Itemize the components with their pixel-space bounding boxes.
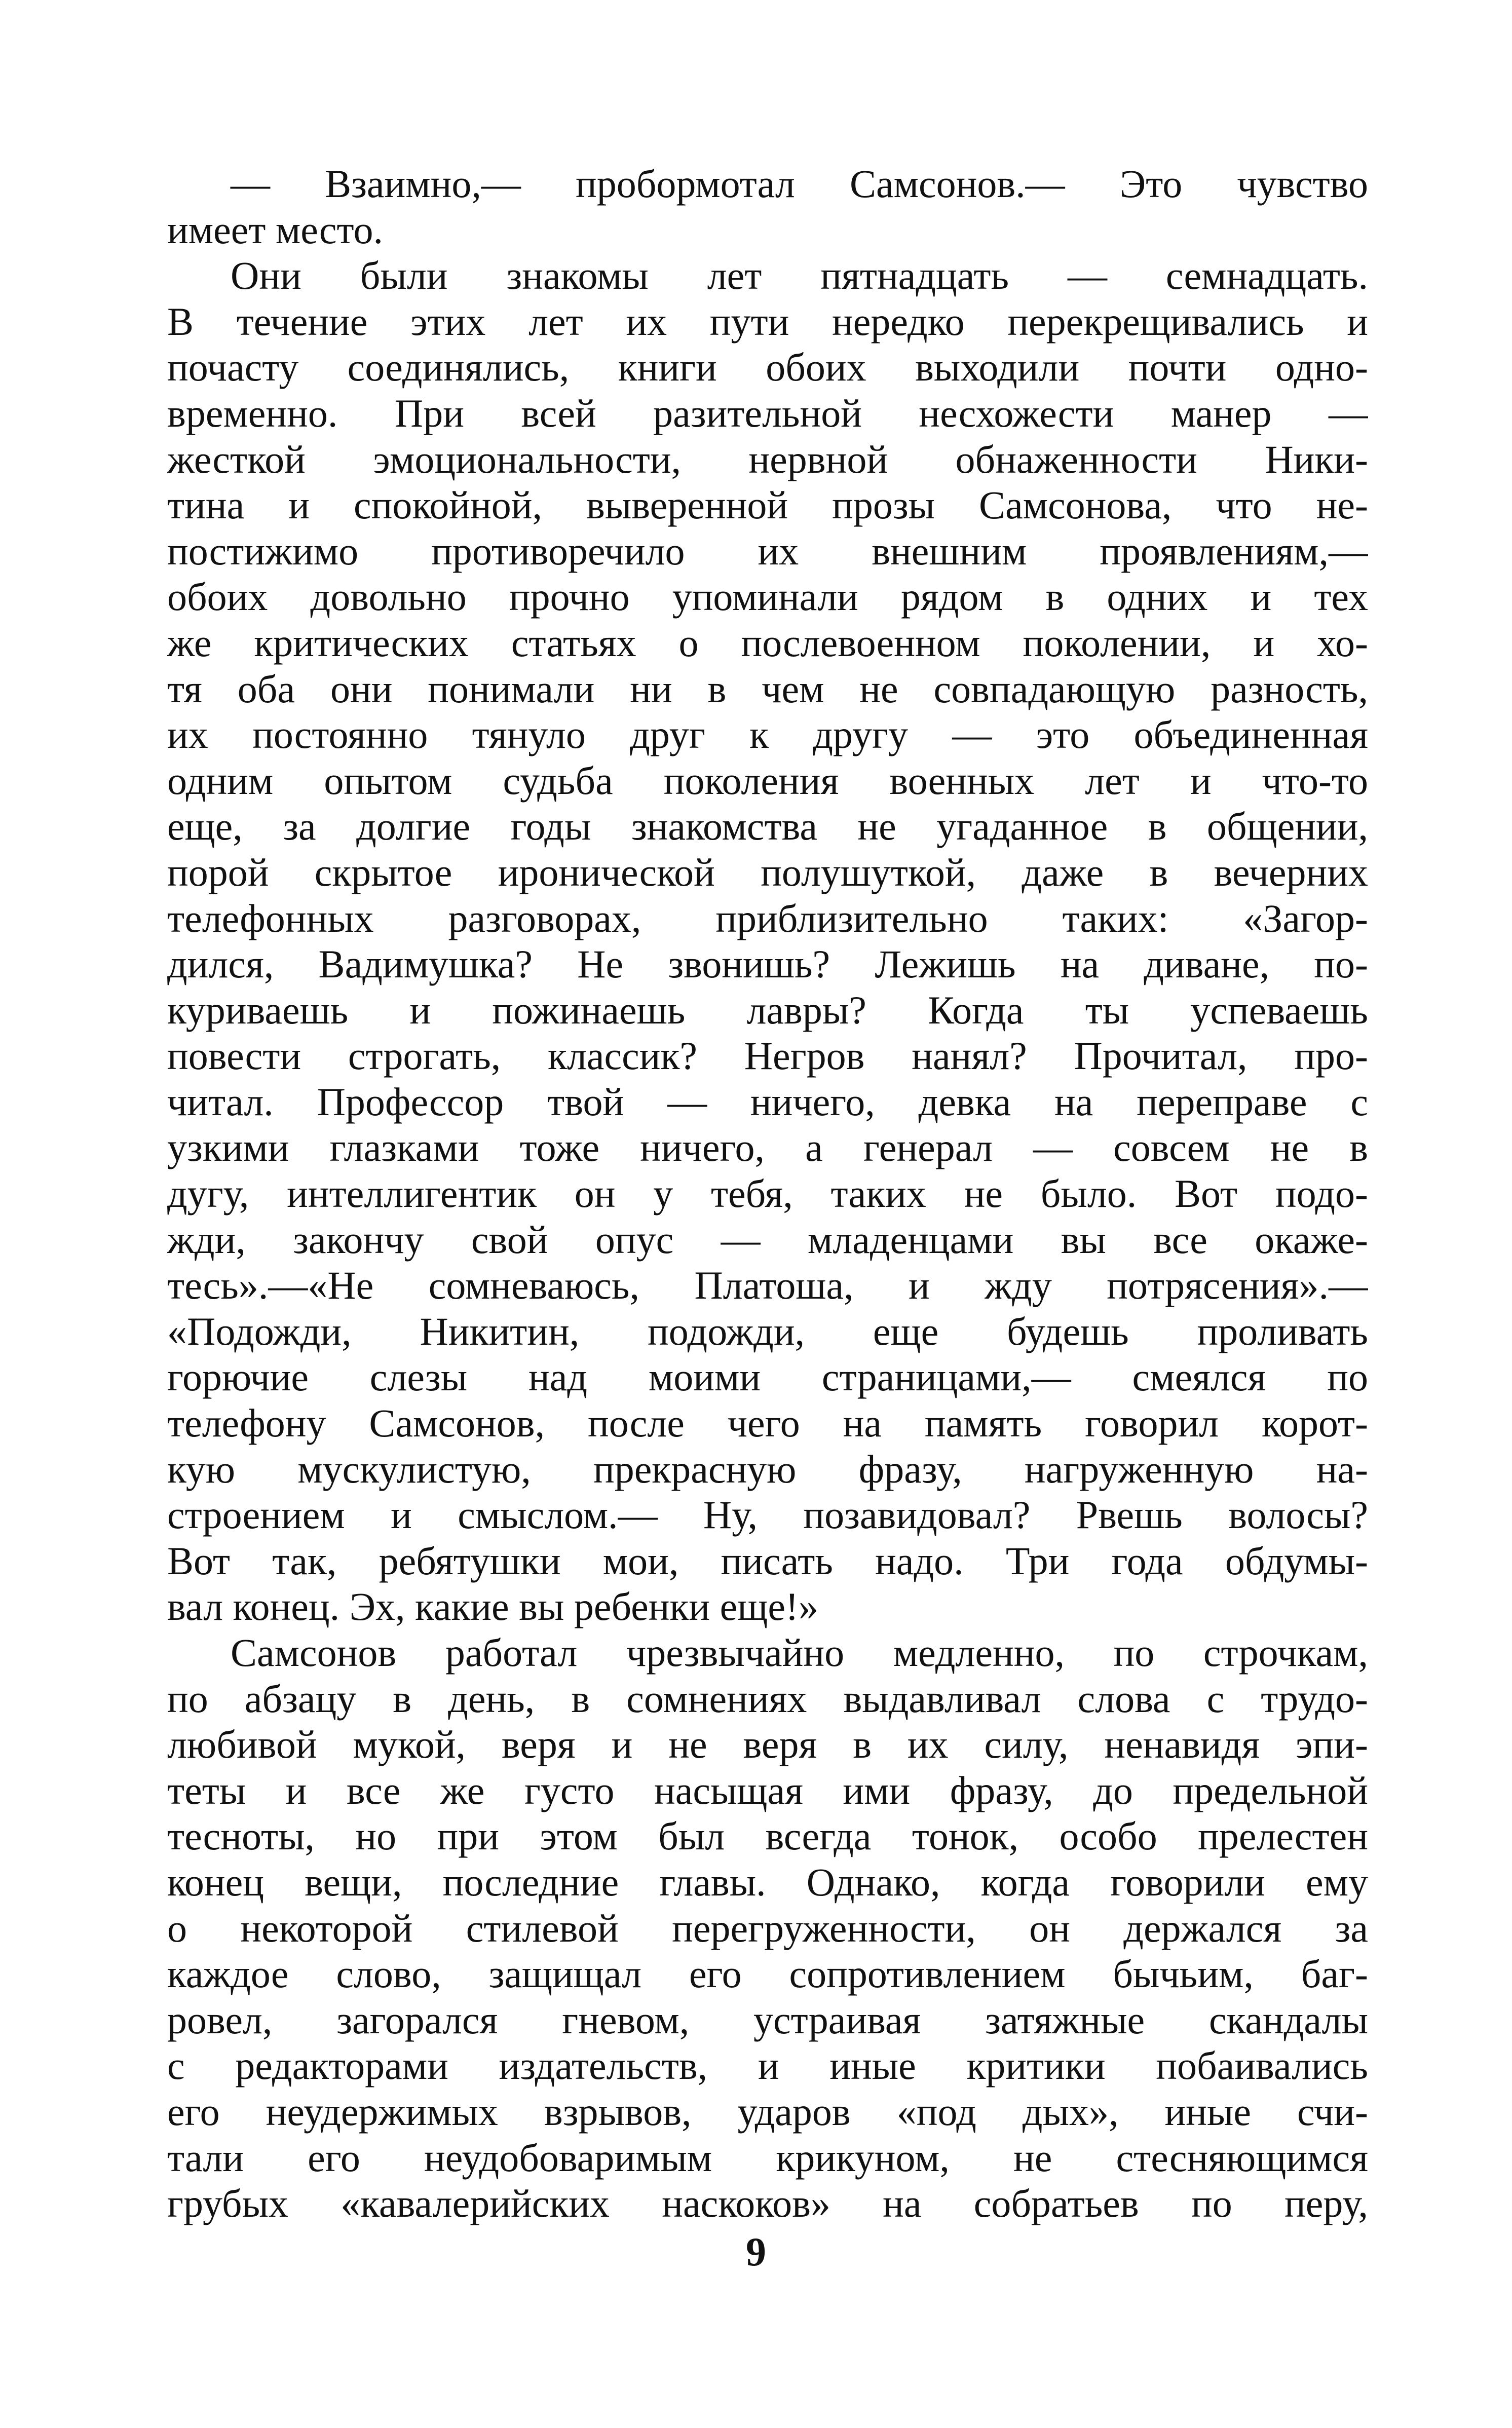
- text-line: тесь».—«Не сомневаюсь, Платоша, и жду потрясения».—: [167, 1263, 1368, 1308]
- paragraph-1: [167, 161, 1368, 253]
- text-line: узкими глазками тоже ничего, а генерал — совсем не в: [167, 1125, 1368, 1170]
- text-line: куриваешь и пожинаешь лавры? Когда ты успеваешь: [167, 988, 1368, 1032]
- text-line: временно. При всей разительной несхожести манер —: [167, 391, 1368, 435]
- text-line: теты и все же густо насыщая ими фразу, до предельной: [167, 1768, 1368, 1812]
- text-line: Самсонов работал чрезвычайно медленно, по строчкам,: [231, 1630, 1368, 1675]
- text-line: телефонных разговорах, приблизительно таких: «Загор-: [167, 896, 1368, 940]
- text-line: постижимо противоречило их внешним проявлениям,—: [167, 528, 1368, 573]
- text-line: по абзацу в день, в сомнениях выдавливал слова с трудо-: [167, 1676, 1368, 1721]
- text-line: повести строгать, классик? Негров нанял? Прочитал, про-: [167, 1034, 1368, 1078]
- page-number: 9: [746, 2230, 766, 2274]
- text-line: «Подожди, Никитин, подожди, еще будешь проливать: [167, 1309, 1368, 1353]
- text-line: тесноты, но при этом был всегда тонок, особо прелестен: [167, 1814, 1368, 1858]
- text-line: телефону Самсонов, после чего на память говорил корот-: [167, 1401, 1368, 1446]
- text-line: тина и спокойной, выверенной прозы Самсонова, что не-: [167, 483, 1368, 527]
- text-line: его неудержимых взрывов, ударов «под дых», иные счи-: [167, 2089, 1368, 2134]
- text-line: имеет место.: [167, 207, 384, 252]
- text-line: жесткой эмоциональности, нервной обнаженности Ники-: [167, 437, 1368, 481]
- text-line: грубых «кавалерийских наскоков» на собратьев по перу,: [167, 2181, 1368, 2226]
- text-line: же критических статьях о послевоенном поколении, и хо-: [167, 620, 1368, 665]
- text-line: их постоянно тянуло друг к другу — это объединенная: [167, 712, 1368, 757]
- page-text: [167, 161, 1368, 2227]
- text-line: обоих довольно прочно упоминали рядом в одних и тех: [167, 575, 1368, 619]
- text-line: строением и смыслом.— Ну, позавидовал? Рвешь волосы?: [167, 1493, 1368, 1537]
- text-line: В течение этих лет их пути нередко перекрещивались и: [167, 299, 1368, 344]
- paragraph-2: [167, 253, 1368, 1630]
- text-line: ровел, загорался гневом, устраивая затяжные скандалы: [167, 1997, 1368, 2042]
- text-line: почасту соединялись, книги обоих выходили почти одно-: [167, 345, 1368, 390]
- text-line: порой скрытое иронической полушуткой, даже в вечерних: [167, 850, 1368, 894]
- text-line: каждое слово, защищал его сопротивлением бычьим, баг-: [167, 1952, 1368, 1996]
- text-line: Они были знакомы лет пятнадцать — семнадцать.: [231, 253, 1368, 298]
- text-line: любивой мукой, веря и не веря в их силу, ненавидя эпи-: [167, 1722, 1368, 1767]
- text-line: — Взаимно,— пробормотал Самсонов.— Это чувство: [231, 162, 1368, 206]
- text-line: о некоторой стилевой перегруженности, он держался за: [167, 1906, 1368, 1950]
- text-line: с редакторами издательств, и иные критики побаивались: [167, 2043, 1368, 2088]
- text-line: жди, закончу свой опус — младенцами вы все окаже-: [167, 1217, 1368, 1262]
- text-line: конец вещи, последние главы. Однако, когда говорили ему: [167, 1860, 1368, 1904]
- text-line: дился, Вадимушка? Не звонишь? Лежишь на диване, по-: [167, 942, 1368, 987]
- text-line: тали его неудобоваримым крикуном, не стесняющимся: [167, 2135, 1368, 2180]
- text-line: дугу, интеллигентик он у тебя, таких не было. Вот подо-: [167, 1171, 1368, 1216]
- text-line: одним опытом судьба поколения военных лет и что-то: [167, 758, 1368, 803]
- text-line: кую мускулистую, прекрасную фразу, нагруженную на-: [167, 1447, 1368, 1491]
- text-line: тя оба они понимали ни в чем не совпадающую разность,: [167, 666, 1368, 711]
- text-line: вал конец. Эх, какие вы ребенки еще!»: [167, 1584, 818, 1629]
- text-line: Вот так, ребятушки мои, писать надо. Три года обдумы-: [167, 1538, 1368, 1583]
- paragraph-3: [167, 1630, 1368, 2227]
- text-line: горючие слезы над моими страницами,— смеялся по: [167, 1355, 1368, 1399]
- text-line: еще, за долгие годы знакомства не угаданное в общении,: [167, 804, 1368, 849]
- text-line: читал. Профессор твой — ничего, девка на переправе с: [167, 1079, 1368, 1124]
